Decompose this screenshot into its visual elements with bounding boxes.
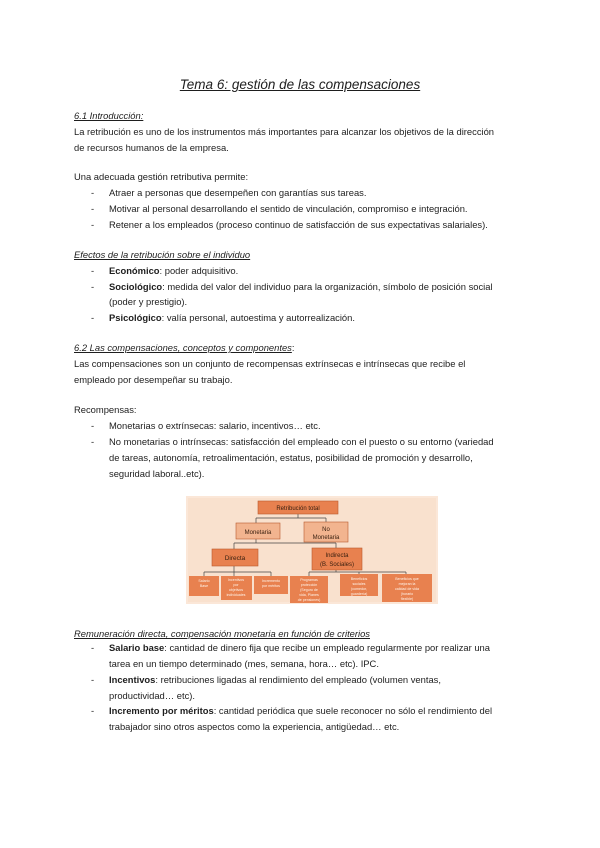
leaf-text: (comedor,: [351, 587, 367, 591]
rewards-label: Recompensas:: [74, 404, 137, 415]
bullet-dash: -: [91, 420, 95, 431]
leaf-text: individuales: [226, 593, 246, 597]
leaf-text: Beneficios: [350, 577, 368, 581]
leaf-text: vida, Planes: [299, 593, 319, 597]
list-item: [109, 705, 492, 717]
section-heading-intro: 6.1 Introducción:: [74, 110, 144, 121]
section-heading-text: 6.2 Las compensaciones, conceptos y componentes: [74, 342, 292, 353]
bullet-dash: -: [91, 436, 95, 447]
leaf-text: protección: [300, 583, 318, 587]
list-item: Atraer a personas que desempeñen con garantías sus tareas.: [109, 187, 367, 198]
leaf-text: objetivos: [228, 588, 244, 592]
compensations-paragraph-line-2: empleado por desempeñar su trabajo.: [74, 374, 233, 385]
list-item-continuation: productividad… etc).: [109, 690, 195, 701]
leaf-text: (horario: [400, 592, 414, 596]
leaf-text: flexible): [400, 597, 414, 601]
list-item-continuation: seguridad laboral..etc).: [109, 468, 205, 479]
term-description: : medida del valor del individuo para la organización, símbolo de posición social: [162, 281, 493, 292]
bullet-dash: -: [91, 219, 95, 230]
section-heading-colon: :: [291, 342, 295, 353]
list-item-continuation: de tareas, autonomía, retroalimentación, estatus, posibilidad de promoción y desarrollo,: [109, 452, 473, 463]
page-title: Tema 6: gestión de las compensaciones: [179, 77, 421, 92]
intro-paragraph-line-2: de recursos humanos de la empresa.: [74, 142, 229, 153]
term-psicologico: Psicológico: [109, 312, 162, 323]
list-item-continuation: trabajador sino otros aspectos como la experiencia, antigüedad… etc.: [109, 721, 400, 732]
list-item: No monetarias o intrínsecas: satisfacción del empleado con el puesto o su entorno (variedad: [109, 436, 494, 447]
list-item: [109, 674, 441, 686]
list-item: [109, 312, 355, 324]
leaf-text: calidad de vida: [395, 587, 419, 591]
compensations-paragraph-line-1: Las compensaciones son un conjunto de recompensas extrínsecas e intrínsecas que recibe el: [74, 358, 466, 369]
list-item-continuation: tarea en un tiempo determinado (mes, semana, hora… etc). IPC.: [109, 658, 379, 669]
leaf-text: Incentivos: [227, 578, 245, 582]
term-incremento-meritos: Incremento por méritos: [109, 705, 214, 716]
list-item: Retener a los empleados (proceso continuo de satisfacción de sus expectativas salariales).: [109, 219, 488, 230]
term-economico: Económico: [109, 265, 160, 276]
list-item: Motivar al personal desarrollando el sentido de vinculación, compromiso e integración.: [109, 203, 468, 214]
leaf-text: Programas: [300, 578, 318, 582]
node-root-label: Retribución total: [276, 506, 320, 512]
bullet-dash: -: [91, 281, 95, 292]
term-description: : cantidad periódica que suele reconocer no sólo el rendimiento del: [213, 705, 493, 716]
node-monetaria-label: Monetaria: [244, 530, 272, 536]
leaf-text: Salario: [198, 579, 210, 583]
leaf-text: sociales: [352, 582, 366, 586]
term-salario-base: Salario base: [109, 642, 165, 653]
term-description: : cantidad de dinero fija que recibe un empleado regularmente por realizar una: [164, 642, 490, 653]
compensation-tree-diagram: [186, 496, 438, 604]
leaf-text: por: [233, 583, 239, 587]
term-description: : poder adquisitivo.: [159, 265, 239, 276]
bullet-dash: -: [91, 312, 95, 323]
direct-remuneration-heading: Remuneración directa, compensación monetaria en función de criterios: [74, 628, 370, 639]
term-incentivos: Incentivos: [109, 674, 156, 685]
bullet-dash: -: [91, 187, 95, 198]
leaf-text: (Seguro de: [300, 588, 318, 592]
bullet-dash: -: [91, 642, 95, 653]
leaf-text: de pensiones): [297, 598, 321, 602]
intro-paragraph-line-1: La retribución es uno de los instrumentos más importantes para alcanzar los objetivos de la dirección: [74, 126, 495, 137]
node-indirecta-label-1: Indirecta: [325, 553, 349, 559]
term-sociologico: Sociológico: [109, 281, 163, 292]
bullet-dash: -: [91, 674, 95, 685]
leaf-text: por méritos: [262, 584, 280, 588]
list-item: [109, 281, 493, 293]
term-description: : valía personal, autoestima y autorrealización.: [161, 312, 355, 323]
bullet-dash: -: [91, 705, 95, 716]
node-no-monetaria-label-2: Monetaria: [312, 535, 340, 541]
node-no-monetaria-label-1: No: [322, 527, 330, 533]
section-heading-compensations: [74, 342, 294, 354]
leaf-text: mejoran la: [398, 582, 416, 586]
term-description: : retribuciones ligadas al rendimiento del empleado (volumen ventas,: [155, 674, 441, 685]
bullet-dash: -: [91, 203, 95, 214]
node-indirecta-label-2: (B. Sociales): [319, 562, 355, 568]
leaf-text: guardería): [350, 592, 368, 596]
list-item: Monetarias o extrínsecas: salario, incentivos… etc.: [109, 420, 321, 431]
node-directa-label: Directa: [224, 555, 246, 562]
bullet-dash: -: [91, 265, 95, 276]
retributive-management-intro: Una adecuada gestión retributiva permite:: [74, 171, 249, 182]
leaf-text: Base: [199, 584, 209, 588]
list-item-continuation: (poder y prestigio).: [109, 296, 188, 307]
effects-heading: Efectos de la retribución sobre el individuo: [74, 249, 251, 260]
list-item: [109, 642, 490, 654]
list-item: [109, 265, 238, 277]
leaf-text: Beneficios que: [395, 577, 419, 581]
leaf-text: Incremento: [262, 579, 280, 583]
